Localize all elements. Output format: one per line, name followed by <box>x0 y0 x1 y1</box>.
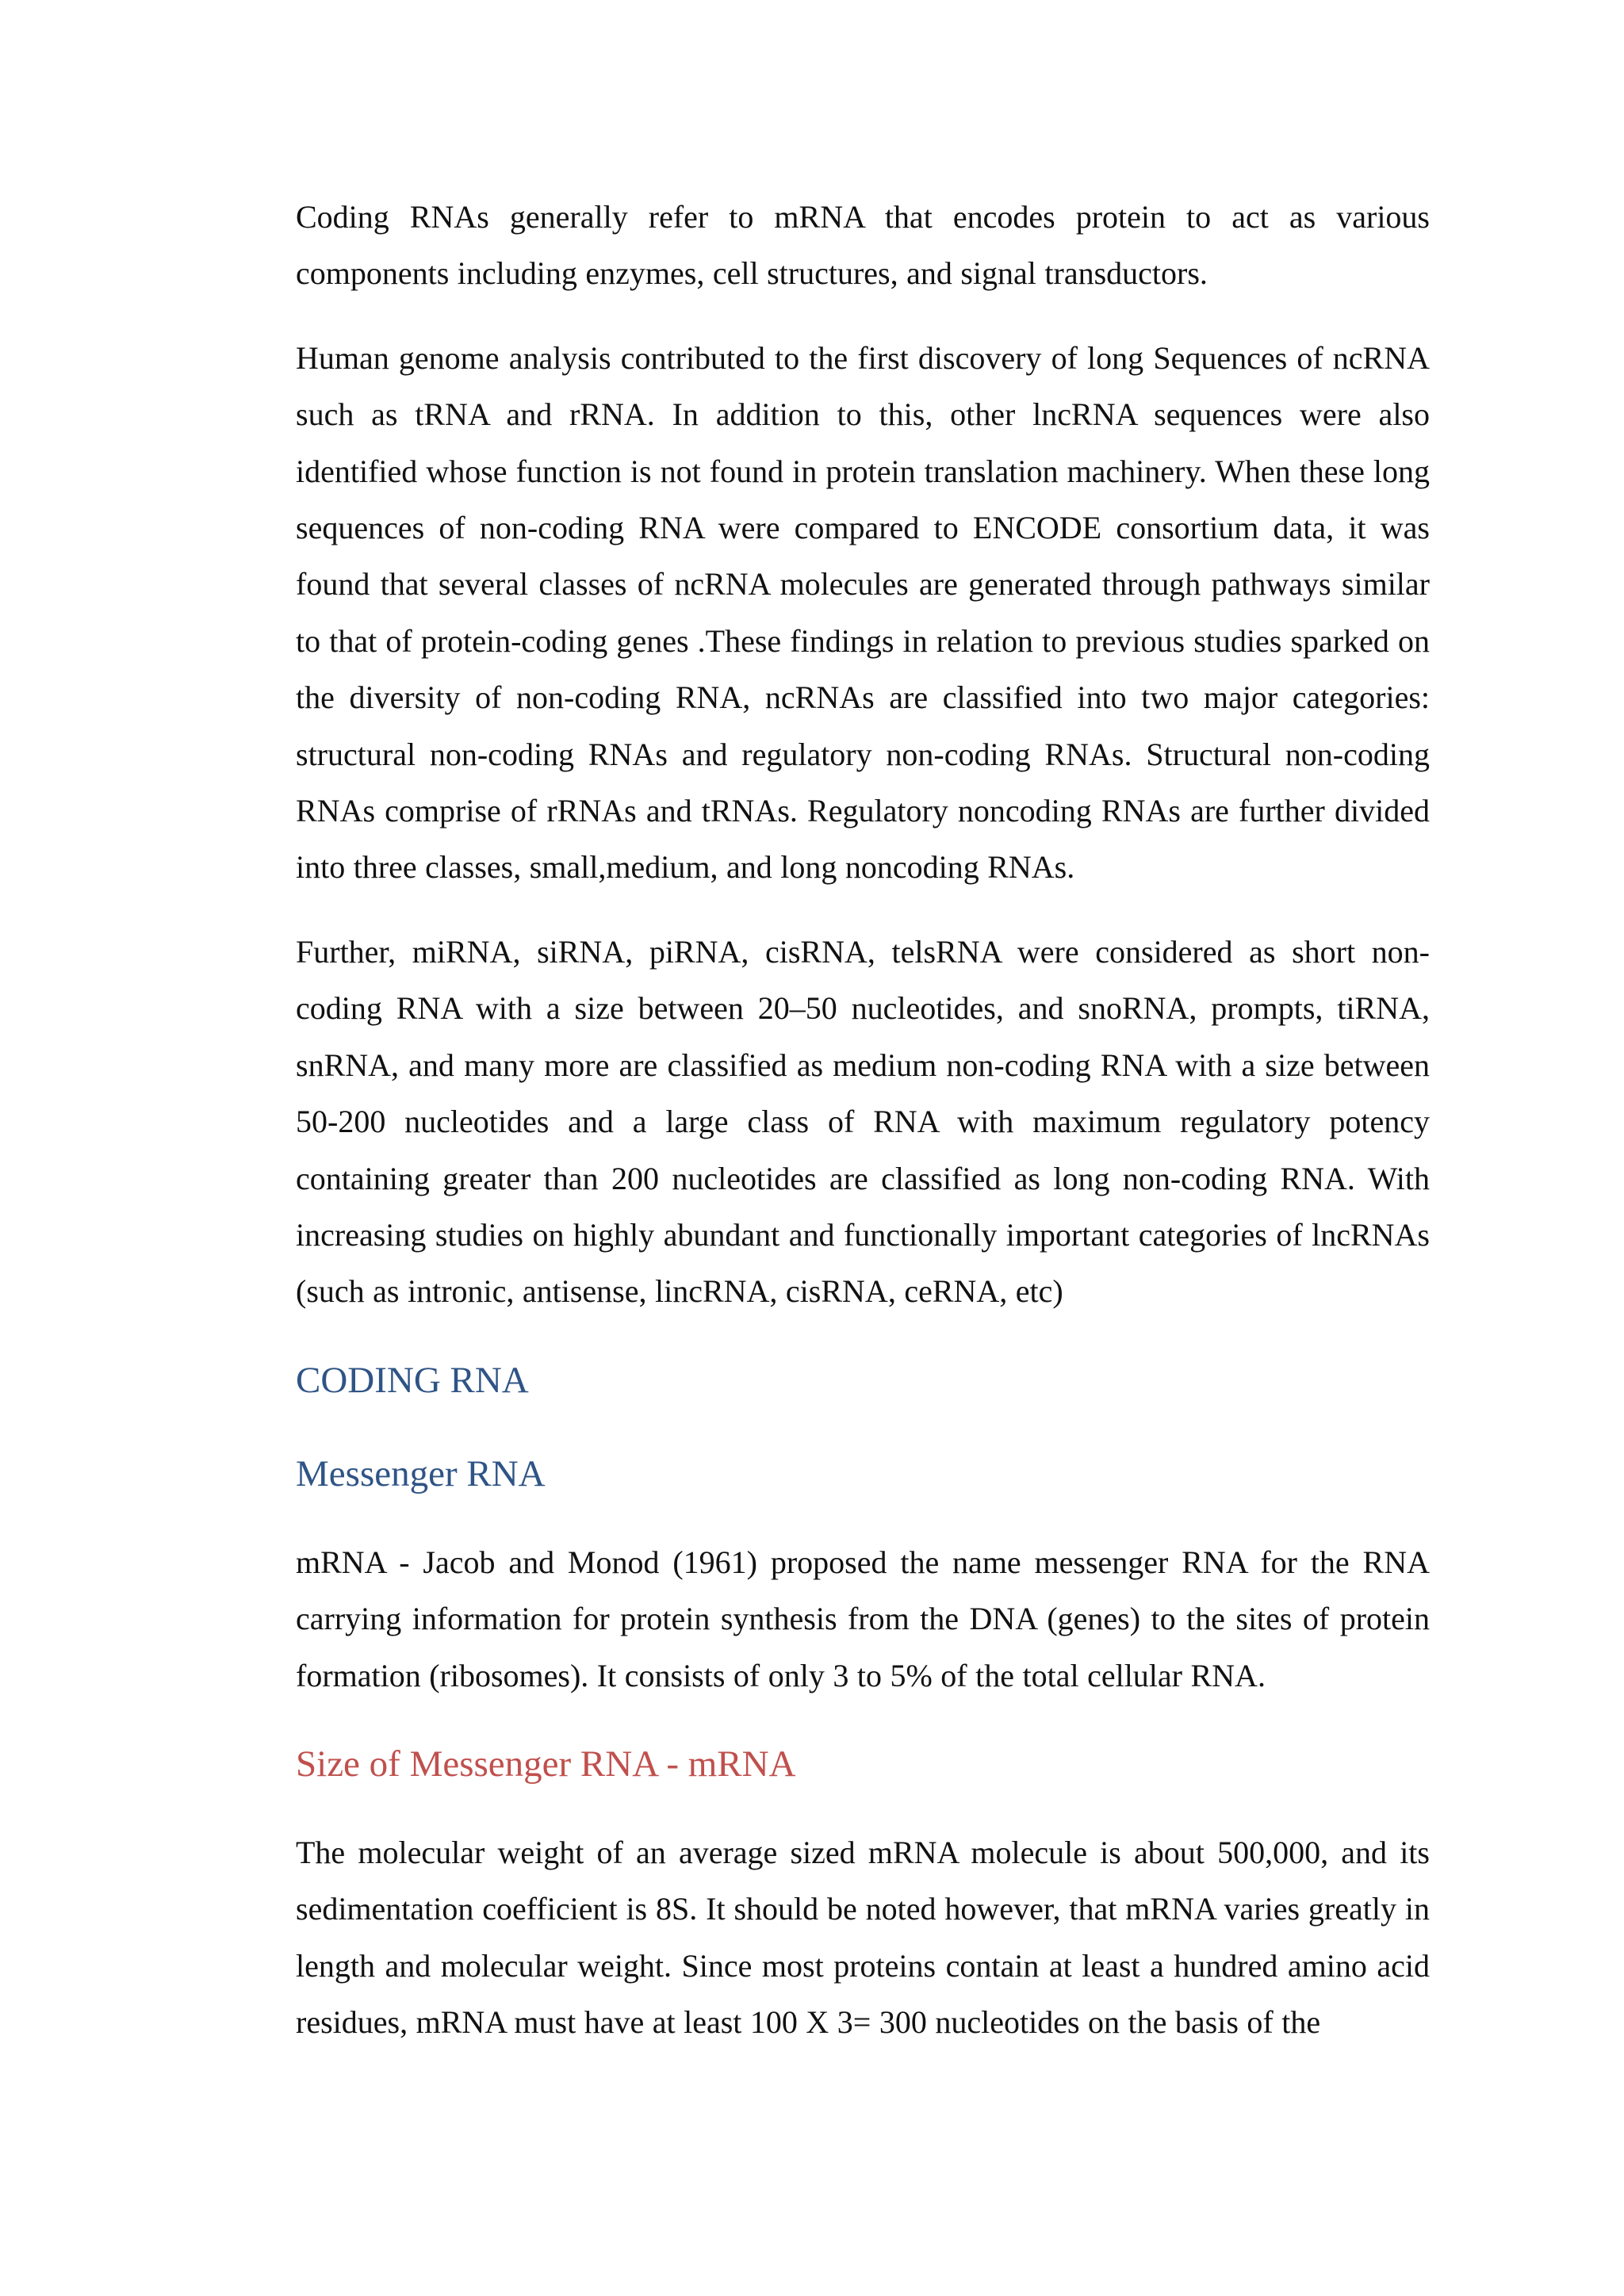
paragraph-short-medium-long-ncrna: Further, miRNA, siRNA, piRNA, cisRNA, telsRNA were considered as short non-coding RNA with a size between 20–50 nucleotides, and snoRNA, prompts, tiRNA, snRNA, and many more are classified as medium non-coding RNA with a size between 50-200 nucleotides and a large class of RNA with maximum regulatory potency containing greater than 200 nucleotides are classified as long non-coding RNA. With increasing studies on highly abundant and functionally important categories of lncRNAs (such as intronic, antisense, lincRNA, cisRNA, ceRNA, etc) <box>296 933 1430 1310</box>
paragraph-mrna-jacob-monod: mRNA - Jacob and Monod (1961) proposed the name messenger RNA for the RNA carrying information for protein synthesis from the DNA (genes) to the sites of protein formation (ribosomes). It consists of only 3 to 5% of the total cellular RNA. <box>296 1544 1430 1693</box>
heading-messenger-rna: Messenger RNA <box>296 1452 546 1494</box>
paragraph-mrna-molecular-weight: The molecular weight of an average sized mRNA molecule is about 500,000, and its sedimentation coefficient is 8S. It should be noted however, that mRNA varies greatly in length and molecular weight. Since most proteins contain at least a hundred amino acid residues, mRNA must have at least 100 X 3= 300 nucleotides on the basis of the <box>296 1834 1430 2041</box>
document-page <box>296 189 1430 2051</box>
paragraph-coding-rnas-intro: Coding RNAs generally refer to mRNA that encodes protein to act as various components including enzymes, cell structures, and signal transductors. <box>296 199 1430 292</box>
heading-size-of-mrna: Size of Messenger RNA - mRNA <box>296 1743 796 1785</box>
paragraph-human-genome-analysis: Human genome analysis contributed to the first discovery of long Sequences of ncRNA such as tRNA and rRNA. In addition to this, other lncRNA sequences were also identified whose function is not found in protein translation machinery. When these long sequences of non-coding RNA were compared to ENCODE consortium data, it was found that several classes of ncRNA molecules are generated through pathways similar to that of protein-coding genes .These findings in relation to previous studies sparked on the diversity of non-coding RNA, ncRNAs are classified into two major categories: structural non-coding RNAs and regulatory non-coding RNAs. Structural non-coding RNAs comprise of rRNAs and tRNAs. Regulatory noncoding RNAs are further divided into three classes, small,medium, and long noncoding RNAs. <box>296 339 1430 886</box>
heading-coding-rna: CODING RNA <box>296 1359 529 1401</box>
